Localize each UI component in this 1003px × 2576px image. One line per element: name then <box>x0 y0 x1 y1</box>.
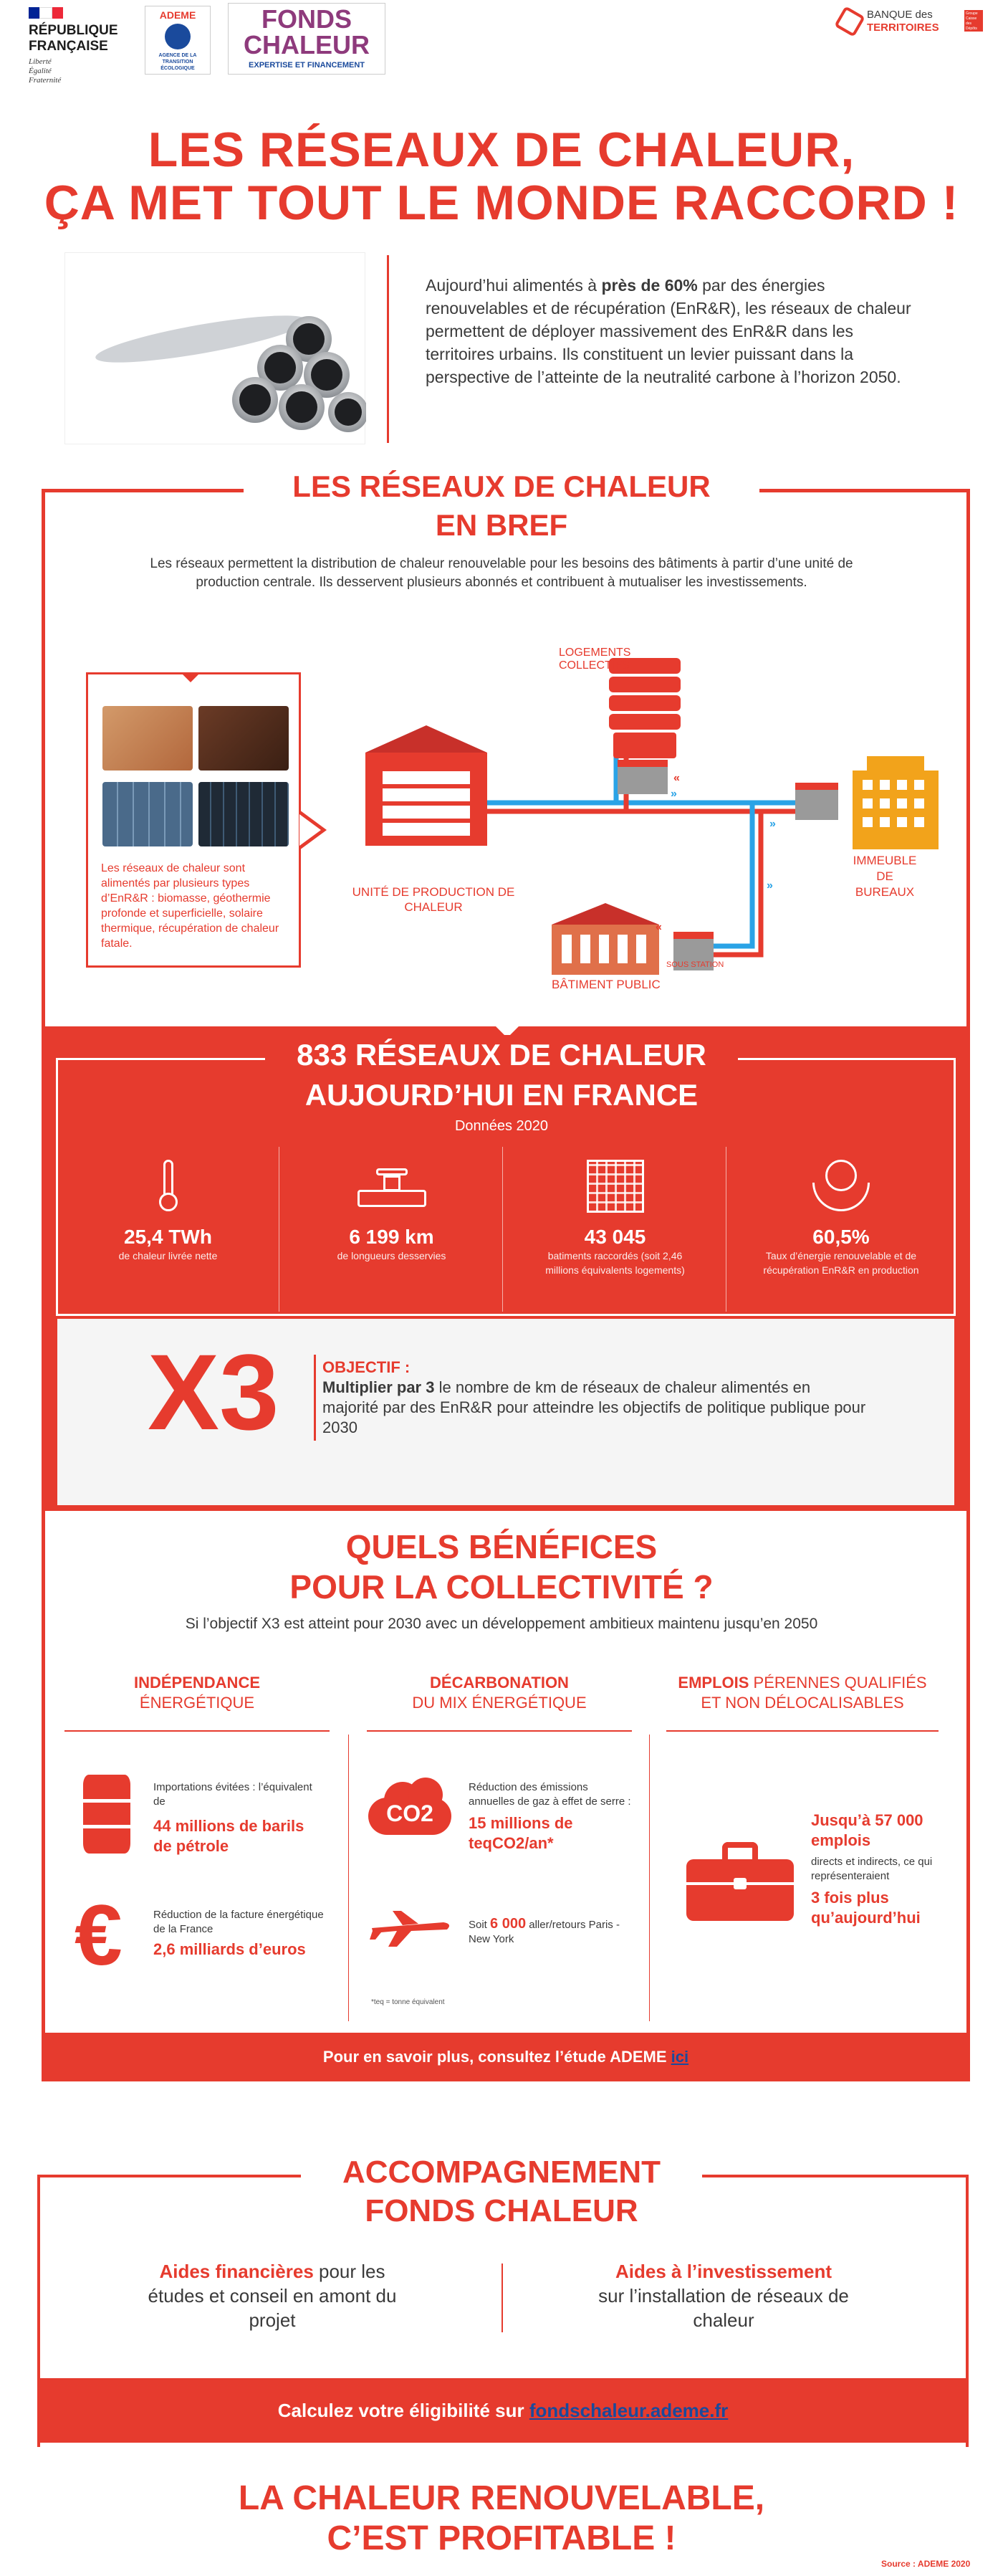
sources-box: Les réseaux de chaleur sont alimentés par plusieurs types d’EnR&R : biomasse, géothermie profonde et superficielle, solaire thermique, récupération de chaleur fatale. <box>86 672 301 968</box>
accomp-divider <box>502 2263 503 2332</box>
marianne-icon <box>29 7 63 19</box>
svg-text:»: » <box>769 818 776 830</box>
stats-grid <box>57 1147 954 1316</box>
ben-col2-head: DÉCARBONATION DU MIX ÉNERGÉTIQUE <box>412 1674 587 1712</box>
svg-text:»: » <box>671 788 677 800</box>
ben-col2-line <box>367 1730 632 1732</box>
eligibility-banner: Calculez votre éligibilité sur fondschaleur.ademe.fr <box>37 2378 969 2443</box>
ademe-logo: ADEME AGENCE DE LA TRANSITION ÉCOLOGIQUE <box>145 6 211 75</box>
stats-inner-border-top-r <box>738 1058 956 1060</box>
label-sous-station: SOUS STATION <box>666 960 724 969</box>
rf-motto: Liberté Égalité Fraternité <box>29 57 62 85</box>
svg-text:»: » <box>767 879 773 892</box>
hero-divider <box>387 255 389 443</box>
cdc-badge: Groupe Caisse des Dépôts <box>964 10 983 32</box>
ademe-study-banner: Pour en savoir plus, consultez l’étude ADEME ici <box>42 2033 970 2081</box>
accomp-left: Aides financières pour les études et conseil en amont du projet <box>148 2261 397 2331</box>
republique-francaise-logo <box>29 7 136 85</box>
hero-intro: Aujourd’hui alimentés à près de 60% par des énergies renouvelables et de récupération (EnR&R), les réseaux de chaleur permettent de déployer massivement des EnR&R dans les territoires urbains. Ils constituent un levier puissant dans la perspective de l’atteinte de la neutralité carbone à l’horizon 2050. <box>426 276 911 386</box>
ben-vdivider-2 <box>649 1735 650 2021</box>
label-batiment-public: BÂTIMENT PUBLIC <box>552 978 661 991</box>
stat-item: 25,4 TWh de chaleur livrée nette <box>57 1147 279 1312</box>
footer-title: LA CHALEUR RENOUVELABLE, C’EST PROFITABLE ! <box>238 2479 765 2557</box>
stats-year: Données 2020 <box>454 1118 549 1134</box>
ademe-study-link[interactable]: ici <box>671 2048 689 2066</box>
thermometer-icon <box>159 1160 178 1213</box>
oil-barrel-icon <box>83 1775 130 1854</box>
ben-col1-head: INDÉPENDANCE ÉNERGÉTIQUE <box>133 1674 261 1712</box>
briefcase-icon <box>686 1842 794 1921</box>
ben-col1-item2: Réduction de la facture énergétique de la France 2,6 milliards d’euros <box>153 1909 324 1958</box>
ben-col1-item1: Importations évitées : l’équivalent de 44 millions de barils de pétrole <box>153 1781 312 1855</box>
ademe-globe-icon <box>165 24 191 49</box>
hexagon-icon <box>834 6 865 37</box>
co2-cloud-icon: CO2 <box>368 1778 451 1835</box>
stats-title: 833 RÉSEAUX DE CHALEUR AUJOURD’HUI EN FRANCE <box>265 1035 738 1115</box>
ben-col2-item2: Soit 6 000 aller/retours Paris - New York <box>469 1916 620 1945</box>
label-unite-production: UNITÉ DE PRODUCTION DE CHALEUR <box>352 885 515 914</box>
ben-col1-line <box>64 1730 330 1732</box>
objective-divider <box>314 1355 316 1441</box>
benefices-subtitle: Si l’objectif X3 est atteint pour 2030 avec un développement ambitieux maintenu jusqu’en 2050 <box>185 1616 818 1632</box>
benefices-title: QUELS BÉNÉFICES POUR LA COLLECTIVITÉ ? <box>289 1528 714 1606</box>
solar-panel-image <box>102 782 193 846</box>
label-immeuble-bureaux: IMMEUBLE DE BUREAUX <box>853 854 917 899</box>
svg-text:«: « <box>673 772 680 784</box>
globe-hands-icon <box>812 1160 870 1213</box>
accomp-right: Aides à l’investissement sur l’installation de réseaux de chaleur <box>598 2261 849 2331</box>
ben-col3-text: Jusqu’à 57 000 emplois directs et indirects, ce qui représenteraient 3 fois plus qu’aujourd’hui <box>811 1811 933 1927</box>
sources-top-notch <box>181 672 201 682</box>
objective-text: OBJECTIF : Multiplier par 3 le nombre de km de réseaux de chaleur alimentés en majorité par des EnR&R pour atteindre les objectifs de politique publique pour 2030 <box>322 1358 866 1436</box>
stat-item: 6 199 km de longueurs desservies <box>281 1147 503 1312</box>
network-diagram <box>337 645 967 1003</box>
stat-item: 60,5% Taux d’énergie renouvelable et de récupération EnR&R en production <box>728 1147 954 1312</box>
euro-icon: € <box>75 1887 123 1983</box>
rf-name: RÉPUBLIQUE FRANÇAISE <box>29 23 118 54</box>
soil-image <box>198 706 289 771</box>
wood-chips-image <box>102 706 193 771</box>
bref-title: LES RÉSEAUX DE CHALEUR EN BREF <box>244 467 759 545</box>
source-note: Source : ADEME 2020 <box>881 2559 971 2569</box>
building-icon <box>587 1160 644 1213</box>
multiplier-x3: X3 <box>148 1332 279 1452</box>
pipe-valve-icon <box>357 1168 426 1213</box>
fonds-chaleur-link[interactable]: fondschaleur.ademe.fr <box>529 2400 729 2421</box>
svg-text:«: « <box>656 921 662 933</box>
ben-col2-item1: Réduction des émissions annuelles de gaz à effet de serre : 15 millions de teqCO2/an* <box>469 1781 631 1852</box>
fonds-chaleur-logo: FONDS CHALEUR EXPERTISE ET FINANCEMENT <box>228 3 385 75</box>
page-title: LES RÉSEAUX DE CHALEUR, ÇA MET TOUT LE MONDE RACCORD ! <box>44 123 959 230</box>
airplane-icon <box>368 1907 454 1950</box>
ben-col3-head: EMPLOIS PÉRENNES QUALIFIÉS ET NON DÉLOCALISABLES <box>678 1674 927 1712</box>
server-room-image <box>198 782 289 846</box>
sources-pointer-inner <box>299 814 321 846</box>
ben-vdivider-1 <box>348 1735 349 2021</box>
header <box>0 0 1003 85</box>
banque-des-territoires-logo: BANQUE des TERRITOIRES Groupe Caisse des Dépôts <box>838 7 982 40</box>
bref-description: Les réseaux permettent la distribution de chaleur renouvelable pour les besoins des bâtiments à partir d’une unité de production centrale. Ils desservent plusieurs abonnés et contribuent à mutualiser les investissements. <box>150 556 853 590</box>
accomp-title: ACCOMPAGNEMENT FONDS CHALEUR <box>301 2153 702 2231</box>
ben-col3-line <box>666 1730 939 1732</box>
pipes-image <box>64 252 365 444</box>
label-logements-collectifs: LOGEMENTS COLLECTIFS <box>559 647 631 672</box>
ben-footnote: *teq = tonne équivalent <box>371 1998 445 2006</box>
stats-inner-border-top-l <box>56 1058 265 1060</box>
stat-item: 43 045 batiments raccordés (soit 2,46 millions équivalents logements) <box>504 1147 726 1312</box>
